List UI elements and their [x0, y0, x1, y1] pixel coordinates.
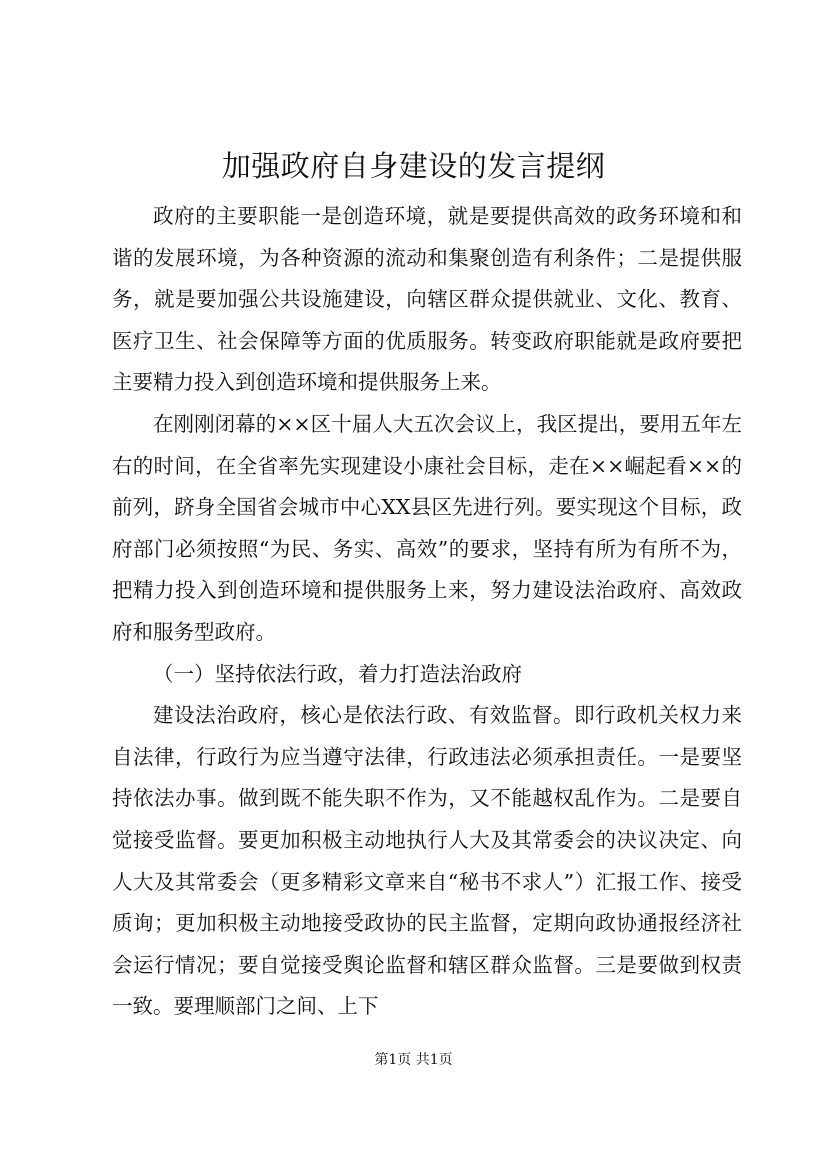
document-title: 加强政府自身建设的发言提纲 — [221, 149, 606, 183]
document-body — [112, 196, 742, 1028]
section-heading: （一）坚持依法行政，着力打造法治政府 — [153, 661, 522, 686]
page-footer: 第1页 共1页 — [374, 1052, 453, 1068]
paragraph-1: 政府的主要职能一是创造环境，就是要提供高效的政务环境和和谐的发展环境，为各种资源的流动和集聚创造有利条件；二是提供服务，就是要加强公共设施建设，向辖区群众提供就业、文化、教育、医疗卫生、社会保障等方面的优质服务。转变政府职能就是政府要把主要精力投入到创造环境和提供服务上来。 — [112, 204, 742, 395]
paragraph-3: 建设法治政府，核心是依法行政、有效监督。即行政机关权力来自法律，行政行为应当遵守法律，行政违法必须承担责任。一是要坚持依法办事。做到既不能失职不作为，又不能越权乱作为。二是要自觉接受监督。要更加积极主动地执行人大及其常委会的决议决定、向人大及其常委会（更多精彩文章来自“秘书不求人”）汇报工作、接受质询；更加积极主动地接受政协的民主监督，定期向政协通报经济社会运行情况；要自觉接受舆论监督和辖区群众监督。三是要做到权责一致。要理顺部门之间、上下 — [112, 703, 742, 1019]
paragraph-2: 在刚刚闭幕的××区十届人大五次会议上，我区提出，要用五年左右的时间，在全省率先实现建设小康社会目标，走在××崛起看××的前列，跻身全国省会城市中心XX县区先进行列。要实现这个目标，政府部门必须按照“为民、务实、高效”的要求，坚持有所为有所不为，把精力投入到创造环境和提供服务上来，努力建设法治政府、高效政府和服务型政府。 — [112, 411, 742, 644]
